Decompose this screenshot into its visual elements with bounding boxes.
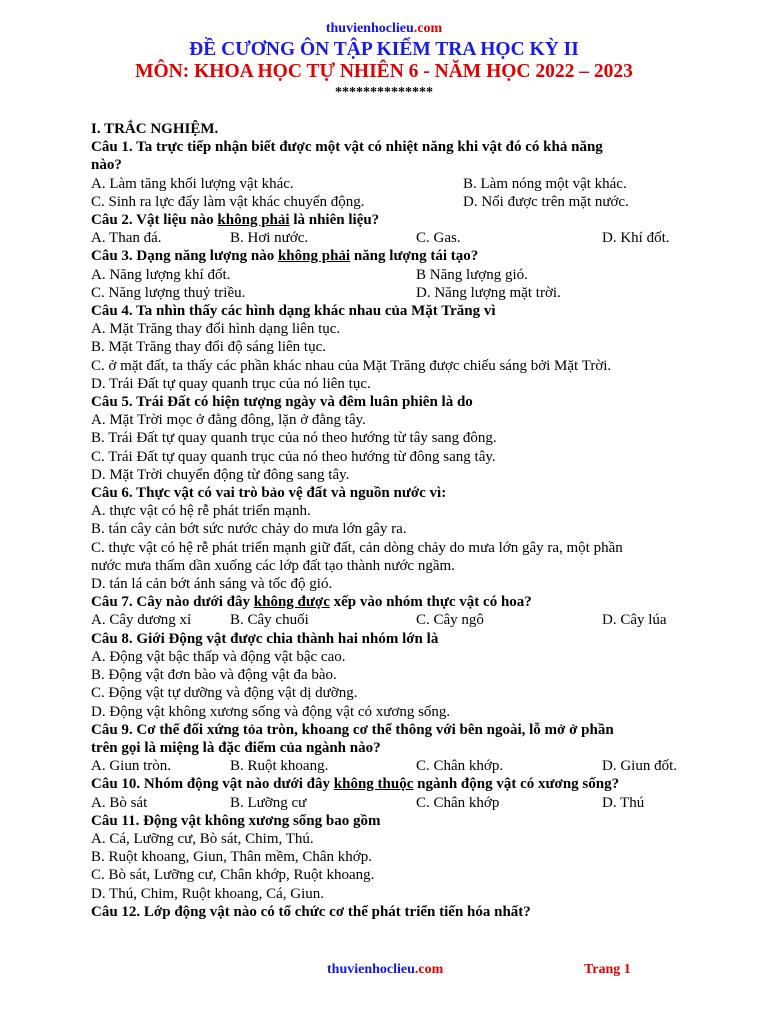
answer-option: A. Mặt Trăng thay đổi hình dạng liên tục.: [91, 321, 341, 338]
underlined-keyword: không thuộc: [333, 776, 414, 793]
question-text-part: Câu 10. Nhóm động vật nào dưới đây: [91, 776, 334, 793]
question-9: [91, 721, 691, 776]
answer-option-continuation: nước mưa thấm dần xuống các lớp đất tạo thành nước ngầm.: [91, 557, 455, 574]
answer-option: A. Năng lượng khí đốt.: [91, 266, 231, 283]
answer-option: D. Trái Đất tự quay quanh trục của nó liên tục.: [91, 375, 371, 392]
question-10: [91, 775, 691, 811]
question-text-part: Câu 3. Dạng năng lượng nào: [91, 248, 278, 265]
answer-option: B. Động vật đơn bào và động vật đa bào.: [91, 667, 337, 684]
question-text: nào?: [91, 157, 122, 174]
answer-option: C. Năng lượng thuỷ triều.: [91, 284, 246, 301]
answer-option: A. Cây dương xỉ: [91, 612, 192, 629]
question-text-part: năng lượng tái tạo?: [350, 248, 479, 265]
answer-option: A. Làm tăng khối lượng vật khác.: [91, 175, 294, 192]
footer-site-tld: .com: [414, 962, 444, 977]
document-title: ĐỀ CƯƠNG ÔN TẬP KIỂM TRA HỌC KỲ II: [189, 39, 579, 60]
answer-option: C. Bò sát, Lưỡng cư, Chân khớp, Ruột khoang.: [91, 867, 375, 884]
question-text: Câu 4. Ta nhìn thấy các hình dạng khác nhau của Mặt Trăng vì: [91, 303, 496, 320]
answer-option: B. Ruột khoang.: [230, 758, 329, 775]
question-text-part: xếp vào nhóm thực vật có hoa?: [329, 594, 532, 611]
question-text: Câu 12. Lớp động vật nào có tổ chức cơ thể phát triển tiến hóa nhất?: [91, 903, 531, 920]
answer-option: C. Chân khớp.: [416, 758, 504, 775]
answer-option: D. Khí đốt.: [602, 230, 670, 247]
document-subtitle: MÔN: KHOA HỌC TỰ NHIÊN 6 - NĂM HỌC 2022 – 2023: [135, 61, 633, 82]
answer-option: D. Thú, Chim, Ruột khoang, Cá, Giun.: [91, 885, 325, 902]
answer-option: B. Ruột khoang, Giun, Thân mềm, Chân khớp.: [91, 849, 372, 866]
question-12: [91, 903, 691, 921]
answer-option: D. Nổi được trên mặt nước.: [463, 193, 629, 210]
question-4: [91, 302, 691, 393]
document-body: [91, 120, 691, 921]
answer-option: C. Chân khớp: [416, 794, 500, 811]
question-text: trên gọi là miệng là đặc điểm của ngành nào?: [91, 739, 381, 756]
question-text-part: Câu 2. Vật liệu nào: [91, 212, 218, 229]
answer-option: A. Động vật bậc thấp và động vật bậc cao.: [91, 648, 346, 665]
question-3: [91, 247, 691, 302]
answer-option: C. thực vật có hệ rễ phát triển mạnh giữ đất, cản dòng chảy do mưa lớn gây ra, một phần: [91, 539, 623, 556]
question-text-part: Câu 7. Cây nào dưới đây: [91, 594, 254, 611]
section-title: I. TRẮC NGHIỆM.: [91, 121, 219, 137]
answer-option: D. Mặt Trời chuyển động từ đông sang tây.: [91, 466, 350, 483]
question-text: Câu 9. Cơ thể đối xứng tỏa tròn, khoang cơ thể thông với bên ngoài, lỗ mở ở phần: [91, 721, 614, 738]
question-text: [91, 775, 691, 793]
question-text: [91, 211, 691, 229]
answer-option: B. Trái Đất tự quay quanh trục của nó theo hướng từ tây sang đông.: [91, 430, 497, 447]
answer-option: D. Giun đốt.: [602, 758, 677, 775]
answer-option: C. Cây ngô: [416, 612, 484, 629]
answer-option: C. Trái Đất tự quay quanh trục của nó theo hướng từ đông sang tây.: [91, 448, 496, 465]
question-text: Câu 8. Giới Động vật được chia thành hai nhóm lớn là: [91, 630, 439, 647]
answer-option: B. Mặt Trăng thay đổi độ sáng liên tục.: [91, 339, 326, 356]
question-text: Câu 5. Trái Đất có hiện tượng ngày và đêm luân phiên là do: [91, 394, 473, 411]
answer-option: D. Thú: [602, 794, 645, 811]
question-7: [91, 593, 691, 629]
question-1: [91, 138, 691, 211]
answer-option: B Năng lượng gió.: [416, 266, 528, 283]
answer-option: A. Than đá.: [91, 230, 162, 247]
question-text-part: là nhiên liệu?: [289, 212, 380, 229]
answer-option: D. Năng lượng mặt trời.: [416, 284, 561, 301]
answer-option: B. Lưỡng cư: [230, 794, 307, 811]
answer-option: B. tán cây cản bớt sức nước chảy do mưa lớn gây ra.: [91, 521, 407, 538]
answer-option: D. Động vật không xương sống và động vật có xương sống.: [91, 703, 451, 720]
answer-option: C. ở mặt đất, ta thấy các phần khác nhau của Mặt Trăng được chiếu sáng bởi Mặt Trời.: [91, 357, 612, 374]
answer-option: C. Sinh ra lực đẩy làm vật khác chuyển động.: [91, 193, 365, 210]
answer-option: C. Gas.: [416, 230, 461, 247]
answer-option: B. Hơi nước.: [230, 230, 309, 247]
page-number: Trang 1: [584, 962, 631, 977]
question-text: Câu 6. Thực vật có vai trò bảo vệ đất và nguồn nước vì:: [91, 485, 447, 502]
underlined-keyword: không phải: [217, 212, 290, 229]
question-text-part: ngành động vật có xương sống?: [413, 776, 620, 793]
question-8: [91, 630, 691, 721]
question-6: [91, 484, 691, 593]
answer-option: A. Mặt Trời mọc ở đằng đông, lặn ở đằng tây.: [91, 412, 366, 429]
question-2: [91, 211, 691, 247]
answer-option: B. Cây chuối: [230, 612, 309, 629]
site-logo-header: [0, 21, 768, 37]
underlined-keyword: không phải: [277, 248, 351, 265]
site-tld: .com: [413, 21, 443, 36]
answer-option: A. Cá, Lưỡng cư, Bò sát, Chim, Thú.: [91, 830, 314, 847]
answer-option: D. Cây lúa: [602, 612, 667, 629]
footer-site-link[interactable]: [327, 962, 443, 978]
question-5: [91, 393, 691, 484]
answer-option: A. Bò sát: [91, 794, 148, 811]
question-text: [91, 593, 691, 611]
question-11: [91, 812, 691, 903]
answer-option: A. thực vật có hệ rễ phát triển mạnh.: [91, 503, 311, 520]
question-text: [91, 247, 691, 265]
answer-option: B. Làm nóng một vật khác.: [463, 175, 627, 192]
title-separator: **************: [335, 85, 433, 100]
answer-option: A. Giun tròn.: [91, 758, 171, 775]
site-name: thuvienhoclieu: [325, 21, 414, 36]
question-text: Câu 11. Động vật không xương sống bao gồm: [91, 812, 381, 829]
answer-option: C. Động vật tự dưỡng và động vật dị dưỡng.: [91, 685, 358, 702]
footer-site-name: thuvienhoclieu: [327, 962, 415, 977]
underlined-keyword: không được: [253, 594, 330, 611]
question-text: Câu 1. Ta trực tiếp nhận biết được một vật có nhiệt năng khi vật đó có khả năng: [91, 139, 603, 156]
answer-option: D. tán lá cản bớt ánh sáng và tốc độ gió.: [91, 576, 333, 593]
